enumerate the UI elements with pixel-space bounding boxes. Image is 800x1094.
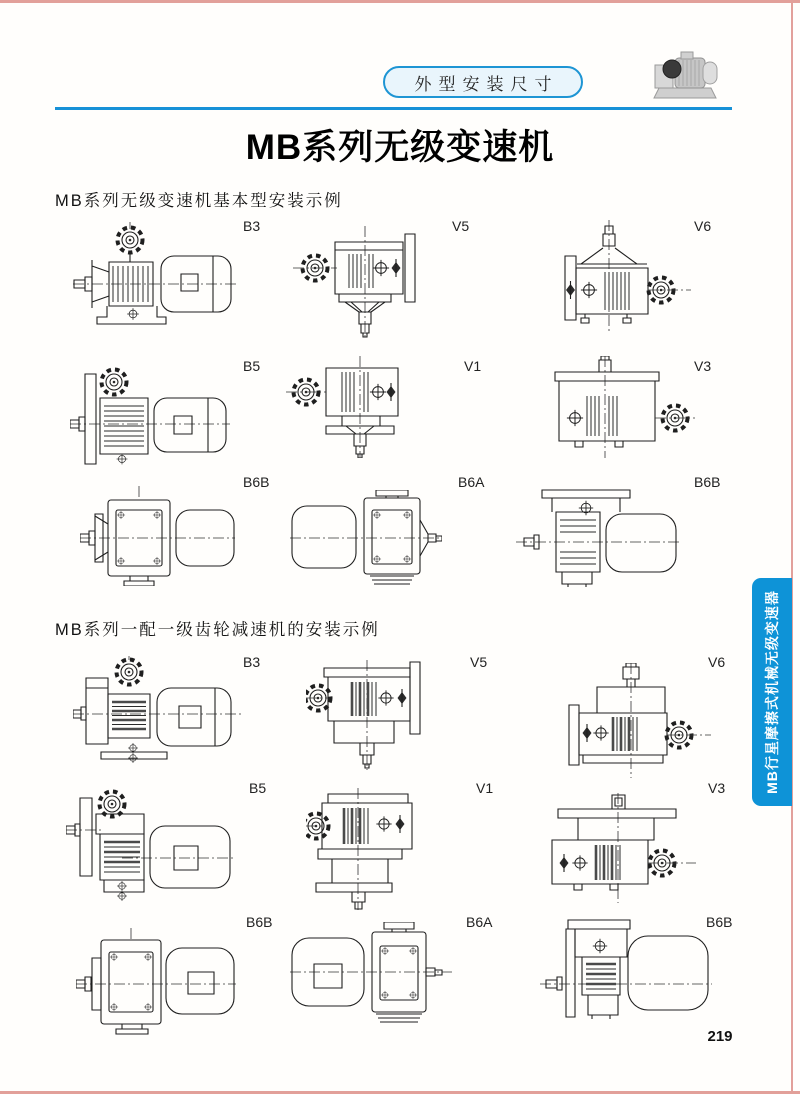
mounting-diagram-s1-b6b-left	[80, 486, 235, 586]
gearmotor-photo-icon	[645, 48, 723, 106]
label-s2-v3: V3	[708, 780, 726, 796]
mounting-diagram-s2-v3	[538, 793, 696, 903]
label-s2-b6a: B6A	[466, 914, 493, 930]
mounting-diagram-s2-b6b-left	[76, 928, 236, 1036]
header-pill-label: 外型安装尺寸	[414, 74, 559, 94]
section-2-heading: MB系列一配一级齿轮减速机的安装示例	[55, 621, 380, 639]
label-s1-b5: B5	[243, 358, 261, 374]
mounting-diagram-s2-b6b-right	[540, 918, 712, 1030]
label-s2-b5: B5	[249, 780, 267, 796]
label-s1-b6a: B6A	[458, 474, 485, 490]
mounting-diagram-s2-b3	[73, 656, 241, 764]
mounting-diagram-s2-b6a	[290, 922, 452, 1027]
label-s2-b3: B3	[243, 654, 261, 670]
label-s2-b6b-right: B6B	[706, 914, 733, 930]
mounting-diagram-s2-b5	[66, 786, 234, 901]
mounting-diagram-s2-v6	[553, 663, 711, 778]
label-s1-v1: V1	[464, 358, 482, 374]
page-border-right	[791, 3, 793, 1091]
label-s1-b6b-right: B6B	[694, 474, 721, 490]
label-s1-b3: B3	[243, 218, 261, 234]
label-s2-b6b-left: B6B	[246, 914, 273, 930]
label-s1-v5: V5	[452, 218, 470, 234]
label-s2-v6: V6	[708, 654, 726, 670]
mounting-diagram-s1-b3	[73, 222, 238, 327]
page-number: 219	[707, 1028, 733, 1045]
mounting-diagram-s1-b6a	[290, 490, 442, 590]
label-s1-v3: V3	[694, 358, 712, 374]
page-border-top	[0, 0, 800, 3]
label-s1-v6: V6	[694, 218, 712, 234]
mounting-diagram-s1-v5	[293, 226, 433, 338]
page-title: MB系列无级变速机	[245, 128, 555, 167]
side-tab	[752, 578, 792, 806]
mounting-diagram-s2-v5	[306, 660, 458, 770]
mounting-diagram-s1-b6b-right	[516, 486, 681, 588]
mounting-diagram-s1-v6	[551, 220, 691, 332]
section-1-heading: MB系列无级变速机基本型安装示例	[55, 192, 343, 210]
mounting-diagram-s1-b5	[70, 360, 230, 468]
mounting-diagram-s1-v3	[543, 356, 695, 458]
side-tab-label: MB行星摩擦式机械无级变速器	[764, 590, 780, 794]
label-s2-v5: V5	[470, 654, 488, 670]
label-s1-b6b-left: B6B	[243, 474, 270, 490]
header-pill	[383, 66, 583, 98]
header-divider-line	[55, 107, 732, 110]
mounting-diagram-s1-v1	[286, 356, 434, 458]
mounting-diagram-s2-v1	[306, 788, 446, 910]
label-s2-v1: V1	[476, 780, 494, 796]
